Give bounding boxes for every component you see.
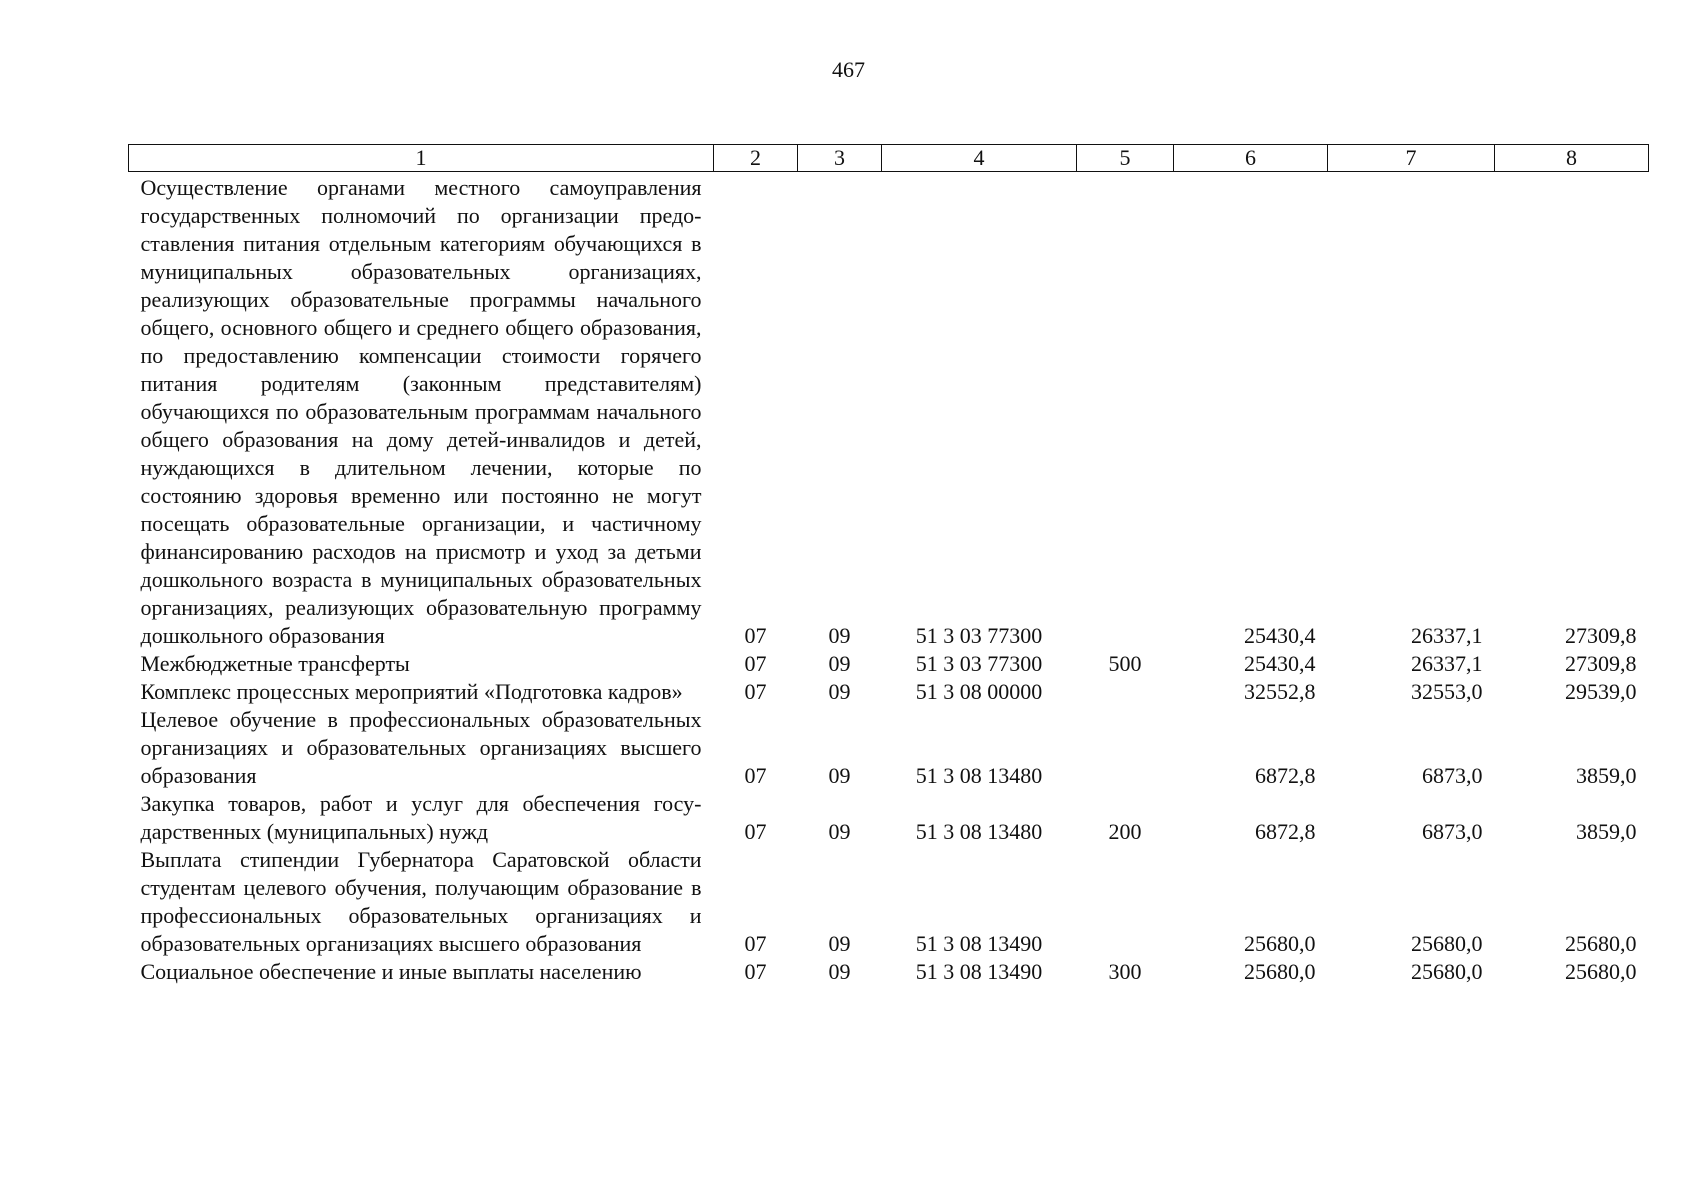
row-expense-type: 200 [1108, 819, 1142, 844]
row-section: 07 [744, 931, 767, 956]
row-value-7: 26337,1 [1411, 651, 1483, 676]
table-row [129, 706, 1649, 790]
column-header-4: 4 [882, 145, 1077, 172]
table-row [129, 650, 1649, 678]
row-value-8: 3859,0 [1576, 819, 1637, 844]
column-header-6: 6 [1174, 145, 1328, 172]
row-value-8: 27309,8 [1565, 651, 1637, 676]
table-row [129, 958, 1649, 986]
row-target-code: 51 3 03 77300 [915, 651, 1043, 676]
row-value-6: 6872,8 [1255, 763, 1316, 788]
row-value-8: 29539,0 [1565, 679, 1637, 704]
row-value-6: 25430,4 [1244, 623, 1316, 648]
row-value-7: 32553,0 [1411, 679, 1483, 704]
row-value-6: 6872,8 [1255, 819, 1316, 844]
row-value-7: 25680,0 [1411, 959, 1483, 984]
row-expense-type: 300 [1108, 959, 1142, 984]
column-header-1: 1 [129, 145, 714, 172]
row-section: 07 [744, 763, 767, 788]
row-name: Осуществление органами местного самоуправления государственных полномочий по организации предоставления питания отдельным категориям обучающихся в муниципальных образовательных организациях, реализующих образовательные программы начального общего, основного общего и среднего общего образования, по предоставлению компенсации стоимости горячего питания родителям (законным представителям) обучающихся по образовательным программам начального общего образования на дому детей-инвалидов и детей, нуждающихся в длительном лечении, которые по состоянию здоровья временно или постоянно не могут посещать образовательные организации, и частичному финансированию расходов на присмотр и уход за детьми дошкольного возраста в муниципальных образовательных организациях, реализующих образовательную программу дошкольного образования [140, 175, 702, 648]
column-header-5: 5 [1077, 145, 1174, 172]
row-section: 07 [744, 679, 767, 704]
column-header-3: 3 [798, 145, 882, 172]
row-value-7: 26337,1 [1411, 623, 1483, 648]
row-subsection: 09 [828, 623, 851, 648]
row-value-7: 25680,0 [1411, 931, 1483, 956]
row-value-6: 25680,0 [1244, 959, 1316, 984]
row-subsection: 09 [828, 931, 851, 956]
row-subsection: 09 [828, 819, 851, 844]
row-name: Закупка товаров, работ и услуг для обеспечения государственных (муниципальных) нужд [140, 791, 702, 844]
row-section: 07 [744, 959, 767, 984]
row-value-6: 32552,8 [1244, 679, 1316, 704]
row-value-6: 25430,4 [1244, 651, 1316, 676]
row-name: Целевое обучение в профессиональных образовательных организациях и образовательных организациях высшего образования [140, 707, 702, 788]
table-row [129, 678, 1649, 706]
row-target-code: 51 3 08 13490 [915, 931, 1043, 956]
row-name: Комплекс процессных мероприятий «Подготовка кадров» [140, 679, 683, 704]
table-row [129, 172, 1649, 651]
table-row [129, 846, 1649, 958]
row-subsection: 09 [828, 763, 851, 788]
row-expense-type [1077, 172, 1174, 651]
row-subsection: 09 [828, 679, 851, 704]
row-expense-type: 500 [1108, 651, 1142, 676]
row-target-code: 51 3 08 13480 [915, 763, 1043, 788]
row-value-8: 27309,8 [1565, 623, 1637, 648]
row-value-6: 25680,0 [1244, 931, 1316, 956]
row-value-8: 3859,0 [1576, 763, 1637, 788]
row-subsection: 09 [828, 959, 851, 984]
row-expense-type [1077, 706, 1174, 790]
row-value-8: 25680,0 [1565, 931, 1637, 956]
row-target-code: 51 3 08 13480 [915, 819, 1043, 844]
column-header-2: 2 [714, 145, 798, 172]
row-expense-type [1077, 846, 1174, 958]
row-value-7: 6873,0 [1422, 763, 1483, 788]
row-value-7: 6873,0 [1422, 819, 1483, 844]
row-target-code: 51 3 08 13490 [915, 959, 1043, 984]
column-header-8: 8 [1495, 145, 1649, 172]
page-number: 467 [832, 57, 865, 82]
row-target-code: 51 3 03 77300 [915, 623, 1043, 648]
row-section: 07 [744, 651, 767, 676]
header-row [129, 145, 1649, 172]
table-row [129, 790, 1649, 846]
row-name: Выплата стипендии Губернатора Саратовской области студентам целевого обучения, получающим образование в профессиональных образовательных организациях и образовательных организациях высшего образования [140, 847, 702, 956]
budget-table [128, 144, 1649, 986]
column-header-7: 7 [1328, 145, 1495, 172]
row-value-8: 25680,0 [1565, 959, 1637, 984]
row-section: 07 [744, 819, 767, 844]
row-section: 07 [744, 623, 767, 648]
row-name: Социальное обеспечение и иные выплаты населению [140, 959, 642, 984]
row-name: Межбюджетные трансферты [140, 651, 410, 676]
row-subsection: 09 [828, 651, 851, 676]
row-target-code: 51 3 08 00000 [915, 679, 1043, 704]
row-expense-type [1077, 678, 1174, 706]
